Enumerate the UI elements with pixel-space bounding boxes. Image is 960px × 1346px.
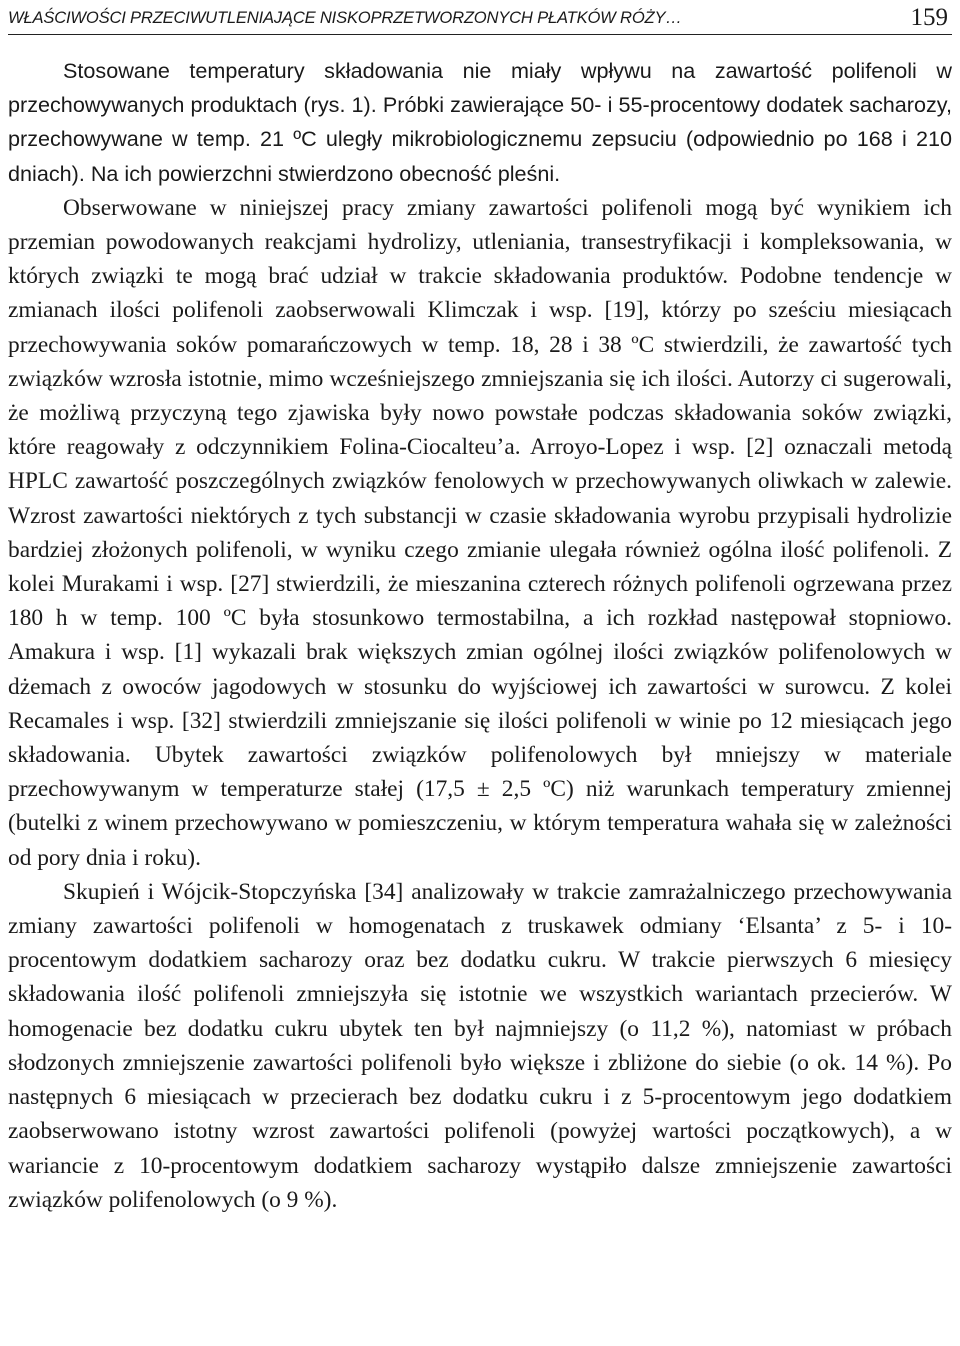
- running-header: [8, 4, 952, 35]
- paragraph-strawberry-homogenates: Skupień i Wójcik-Stopczyńska [34] analizowały w trakcie zamrażalniczego przechowywania zmiany zawartości polifenoli w homogenatach z truskawek odmiany ‘Elsanta’ z 5- i 10-procentowym dodatkiem sacharozy oraz bez dodatku cukru. W trakcie pierwszych 6 miesięcy składowania ilość polifenoli zmniejszyła się istotnie we wszystkich wariantach przecierów. W homogenacie bez dodatku cukru ubytek ten był najmniejszy (o 11,2 %), natomiast w próbach słodzonych zmniejszenie zawartości polifenoli było większe i zbliżone do siebie (o ok. 14 %). Po następnych 6 miesiącach w przecierach bez dodatku cukru i z 5-procentowym jego dodatkiem zaobserwowano istotny wzrost zawartości polifenoli (powyżej wartości początkowych), a w wariancie z 10-procentowym dodatkiem sacharozy wystąpiło dalsze zmniejszenie zawartości związków polifenolowych (o 9 %).: [8, 878, 952, 1213]
- body-text: [8, 54, 952, 1217]
- paragraph-polyphenol-changes: Obserwowane w niniejszej pracy zmiany zawartości polifenoli mogą być wynikiem ich przemian powodowanych reakcjami hydrolizy, utleniania, transestryfikacji i kompleksowania, w których związki te mogą brać udział w trakcie składowania produktów. Podobne tendencje w zmianach ilości polifenoli zaobserwowali Klimczak i wsp. [19], którzy po sześciu miesiącach przechowywania soków pomarańczowych w temp. 18, 28 i 38 ºC stwierdzili, że zawartość tych związków wzrosła istotnie, mimo wcześniejszego zmniejszania się ich ilości. Autorzy ci sugerowali, że możliwą przyczyną tego zjawiska były nowo powstałe podczas składowania soków związki, które reagowały z odczynnikiem Folina-Ciocalteu’a. Arroyo-Lopez i wsp. [2] oznaczali metodą HPLC zawartość poszczególnych związków fenolowych w przechowywanych oliwkach w zalewie. Wzrost zawartości niektórych z tych substancji w czasie składowania wyrobu przypisali hydrolizie bardziej złożonych polifenoli, w wyniku czego zmianie ulegała również ogólna ilość polifenoli. Z kolei Murakami i wsp. [27] stwierdzili, że mieszanina czterech różnych polifenoli ogrzewana przez 180 h w temp. 100 ºC była stosunkowo termostabilna, a ich rozkład następował stopniowo. Amakura i wsp. [1] wykazali brak większych zmian ogólnej ilości związków polifenolowych w dżemach z owoców jagodowych w stosunku do wyjściowej ich zawartości w surowcu. Z kolei Recamales i wsp. [32] stwierdzili zmniejszanie się ilości polifenoli w winie po 12 miesiącach jego składowania. Ubytek zawartości związków polifenolowych był mniejszy w materiale przechowywanym w temperaturze stałej (17,5 ± 2,5 ºC) niż warunkach temperatury zmiennej (butelki z winem przechowywano w pomieszczeniu, w którym temperatura wahała się w zależności od pory dnia i roku).: [8, 194, 952, 871]
- paragraph-storage-temperature: Stosowane temperatury składowania nie miały wpływu na zawartość polifenoli w przechowywanych produktach (rys. 1). Próbki zawierające 50- i 55-procentowy dodatek sacharozy, przechowywane w temp. 21 ºC uległy mikrobiologicznemu zepsuciu (odpowiednio po 168 i 210 dniach). Na ich powierzchni stwierdzono obecność pleśni.: [8, 58, 952, 186]
- running-header-title: WŁAŚCIWOŚCI PRZECIWUTLENIAJĄCE NISKOPRZETWORZONYCH PŁATKÓW RÓŻY…: [8, 8, 682, 27]
- page-number: 159: [910, 4, 948, 31]
